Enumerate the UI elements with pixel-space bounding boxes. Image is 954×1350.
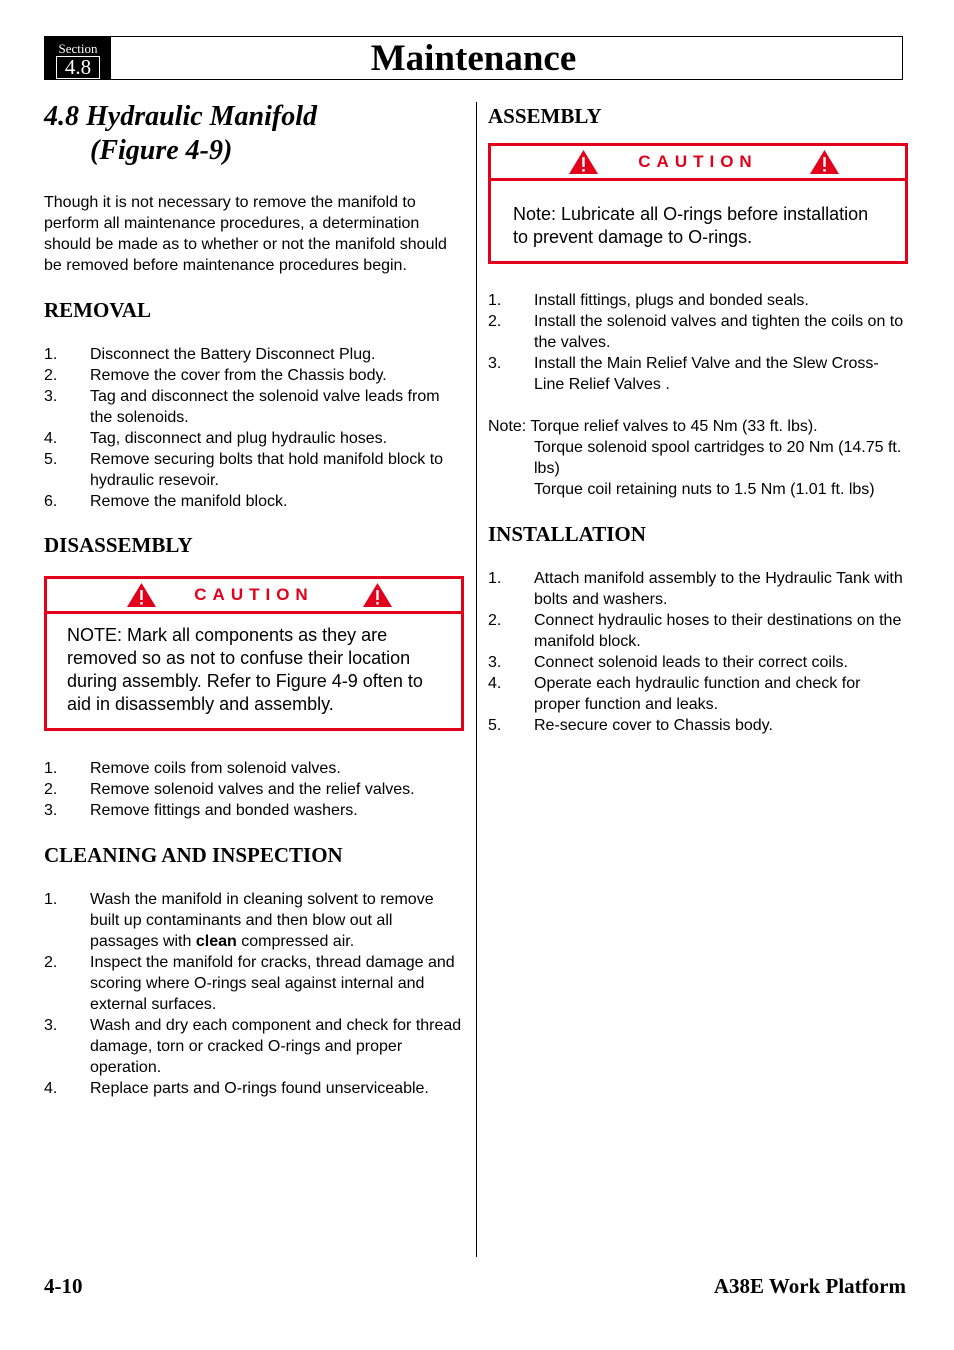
caution-text: Note: Lubricate all O-rings before installation to prevent damage to O-rings. — [513, 204, 869, 247]
cleaning-list — [44, 889, 464, 952]
list-item — [44, 428, 464, 449]
list-number: 6. — [44, 493, 58, 510]
list-item — [44, 800, 464, 821]
column-divider — [476, 102, 477, 1257]
list-item — [488, 311, 908, 353]
list-text: Tag, disconnect and plug hydraulic hoses. — [90, 430, 388, 447]
list-item — [44, 758, 464, 779]
list-number: 2. — [44, 781, 58, 798]
list-item — [44, 386, 464, 428]
caution-header — [491, 146, 905, 181]
list-number: 2. — [488, 313, 502, 330]
list-text: Tag and disconnect the solenoid valve leads from the solenoids. — [90, 388, 440, 426]
caution-label: CAUTION — [638, 152, 758, 171]
warning-triangle-icon — [568, 149, 599, 175]
list-item — [488, 353, 908, 395]
product-name: A38E Work Platform — [713, 1274, 906, 1298]
warning-triangle-icon — [362, 582, 393, 608]
section-title-line1: 4.8 Hydraulic Manifold — [44, 101, 318, 132]
list-text: Attach manifold assembly to the Hydraulic Tank with bolts and washers. — [534, 570, 903, 608]
list-number: 2. — [44, 954, 58, 971]
list-text: Disconnect the Battery Disconnect Plug. — [90, 346, 376, 363]
caution-text: NOTE: Mark all components as they are removed so as not to confuse their location during assembly. Refer to Figure 4-9 often to aid in disassembly and assembly. — [67, 625, 423, 714]
list-number: 4. — [44, 1080, 58, 1097]
list-item — [488, 652, 908, 673]
list-number: 1. — [44, 760, 58, 777]
list-text: Inspect the manifold for cracks, thread damage and scoring where O-rings seal against internal and external surfaces. — [90, 954, 455, 1013]
list-text: Remove solenoid valves and the relief valves. — [90, 781, 415, 798]
list-text: Remove coils from solenoid valves. — [90, 760, 341, 777]
right-column — [488, 100, 908, 736]
list-text: Wash and dry each component and check for thread damage, torn or cracked O-rings and proper operation. — [90, 1017, 462, 1076]
list-text-part: Wash the manifold in cleaning solvent to remove built up contaminants and then blow out all passages with — [90, 891, 434, 950]
list-item — [44, 889, 464, 952]
list-number: 3. — [44, 388, 58, 405]
disassembly-list — [44, 758, 464, 821]
list-text: Install fittings, plugs and bonded seals. — [534, 292, 809, 309]
list-text: Install the solenoid valves and tighten the coils on to the valves. — [534, 313, 904, 351]
warning-triangle-icon — [126, 582, 157, 608]
list-text: Operate each hydraulic function and check for proper function and leaks. — [534, 675, 861, 713]
torque-note-line: Torque coil retaining nuts to 1.5 Nm (1.01 ft. lbs) — [534, 481, 875, 498]
list-number: 3. — [44, 1017, 58, 1034]
list-text: Install the Main Relief Valve and the Slew Cross- Line Relief Valves . — [534, 355, 879, 393]
list-text: Remove securing bolts that hold manifold block to hydraulic resevoir. — [90, 451, 444, 489]
installation-heading: INSTALLATION — [488, 522, 646, 546]
caution-label: CAUTION — [194, 585, 314, 604]
section-number: 4.8 — [56, 56, 100, 79]
assembly-caution-box — [488, 143, 908, 264]
list-number: 1. — [488, 570, 502, 587]
warning-triangle-icon — [809, 149, 840, 175]
caution-header — [47, 579, 461, 614]
installation-list — [488, 568, 908, 736]
section-title — [44, 100, 464, 168]
section-label: Section — [58, 41, 98, 56]
assembly-list — [488, 290, 908, 395]
list-item — [44, 449, 464, 491]
list-number: 1. — [44, 346, 58, 363]
list-item — [44, 952, 464, 1015]
page-title: Maintenance — [370, 38, 577, 79]
list-text — [90, 891, 434, 950]
list-number: 1. — [488, 292, 502, 309]
list-text: Re-secure cover to Chassis body. — [534, 717, 773, 734]
list-item — [44, 779, 464, 800]
cleaning-list-continued — [44, 952, 464, 1099]
torque-note — [488, 416, 908, 500]
list-item — [488, 610, 908, 652]
emphasis-text: clean — [195, 933, 237, 950]
section-title-line2: (Figure 4-9) — [90, 135, 233, 166]
list-text-part: compressed air. — [236, 933, 355, 950]
page-number: 4-10 — [44, 1274, 83, 1298]
list-text: Connect solenoid leads to their correct coils. — [534, 654, 848, 671]
list-item — [488, 673, 908, 715]
list-text: Remove the manifold block. — [90, 493, 288, 510]
removal-list — [44, 344, 464, 512]
list-number: 4. — [44, 430, 58, 447]
page-header — [44, 36, 903, 80]
list-item — [44, 491, 464, 512]
removal-heading: REMOVAL — [44, 298, 151, 322]
list-item — [44, 1015, 464, 1078]
list-number: 5. — [44, 451, 58, 468]
list-number: 2. — [488, 612, 502, 629]
list-item — [488, 715, 908, 736]
list-item — [44, 365, 464, 386]
intro-paragraph: Though it is not necessary to remove the manifold to perform all maintenance procedures, a determination should be made as to whether or not the manifold should be removed before maintenance procedures begin. — [44, 194, 447, 274]
list-text: Replace parts and O-rings found unserviceable. — [90, 1080, 429, 1097]
list-text: Remove fittings and bonded washers. — [90, 802, 358, 819]
list-item — [488, 568, 908, 610]
torque-note-line: Note: Torque relief valves to 45 Nm (33 ft. lbs). — [488, 418, 818, 435]
list-number: 3. — [488, 654, 502, 671]
list-text: Remove the cover from the Chassis body. — [90, 367, 387, 384]
assembly-heading: ASSEMBLY — [488, 104, 602, 128]
list-number: 4. — [488, 675, 502, 692]
list-item — [488, 290, 908, 311]
cleaning-heading: CLEANING AND INSPECTION — [44, 843, 343, 867]
list-number: 1. — [44, 891, 58, 908]
list-number: 3. — [488, 355, 502, 372]
list-number: 3. — [44, 802, 58, 819]
list-item — [44, 1078, 464, 1099]
list-text: Connect hydraulic hoses to their destinations on the manifold block. — [534, 612, 902, 650]
torque-note-line: Torque solenoid spool cartridges to 20 Nm (14.75 ft. lbs) — [534, 439, 902, 477]
disassembly-caution-box — [44, 576, 464, 731]
left-column — [44, 100, 464, 1099]
list-number: 2. — [44, 367, 58, 384]
list-number: 5. — [488, 717, 502, 734]
list-item — [44, 344, 464, 365]
disassembly-heading: DISASSEMBLY — [44, 533, 193, 557]
